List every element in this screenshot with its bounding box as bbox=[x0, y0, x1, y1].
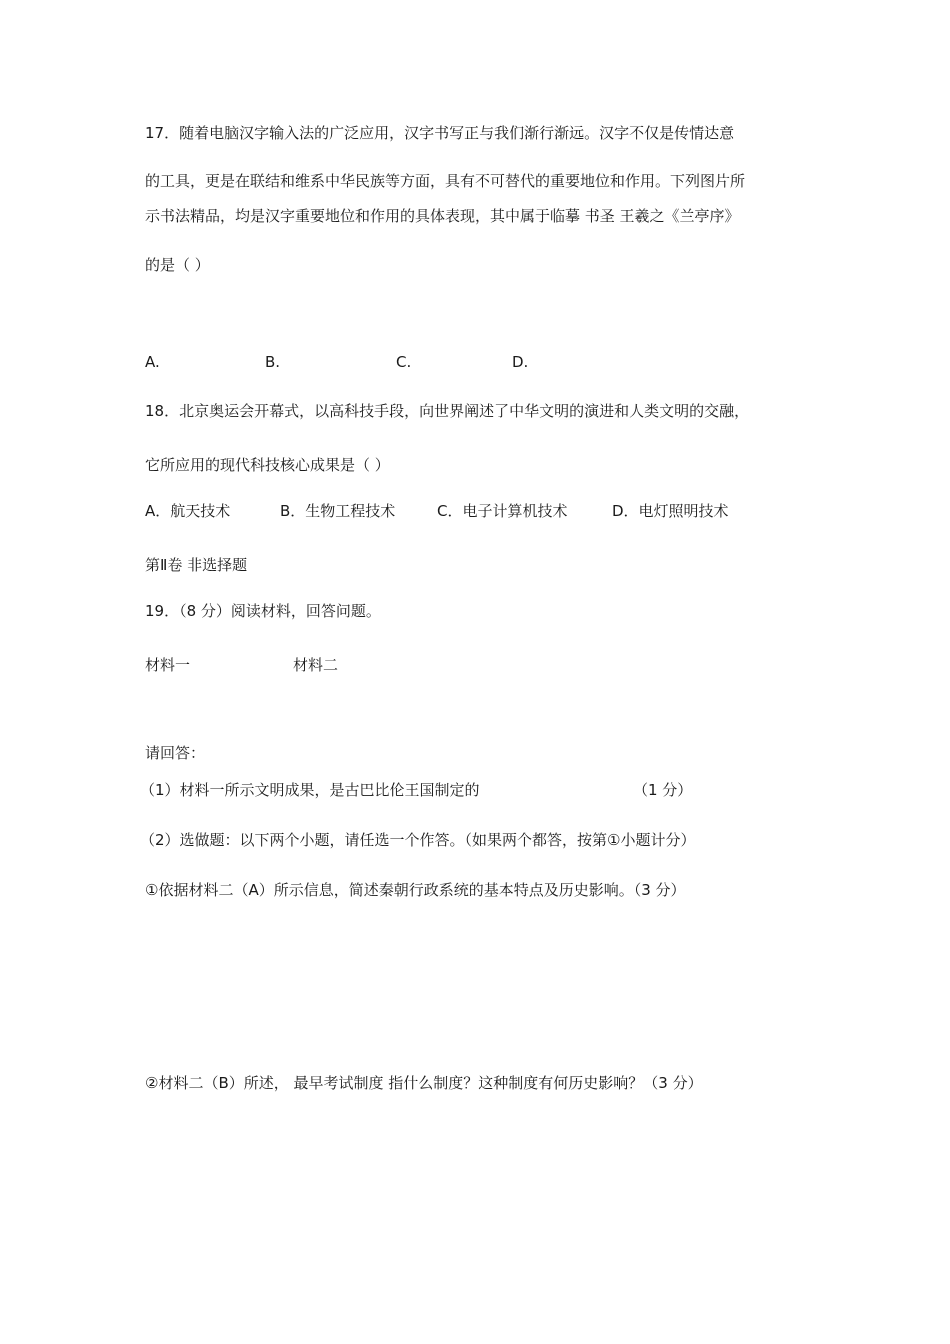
q19-prompt: 请回答： bbox=[145, 744, 206, 762]
q17-line-4: 的是（ ） bbox=[145, 256, 210, 274]
q17-option-c: C. bbox=[396, 353, 412, 371]
q18-option-b: B．生物工程技术 bbox=[280, 502, 396, 520]
q18-line-1: 18．北京奥运会开幕式，以高科技手段，向世界阐述了中华文明的演进和人类文明的交融， bbox=[145, 402, 750, 420]
q17-line-2: 的工具，更是在联结和维系中华民族等方面，具有不可替代的重要地位和作用。下列图片所 bbox=[145, 172, 746, 190]
q19-option-2: ②材料二（B）所述， 最早考试制度 指什么制度？这种制度有何历史影响？（3 分） bbox=[145, 1074, 703, 1092]
q18-line-2: 它所应用的现代科技核心成果是（ ） bbox=[145, 456, 390, 474]
q19-option-1: ①依据材料二（A）所示信息，简述秦朝行政系统的基本特点及历史影响。（3 分） bbox=[145, 881, 686, 899]
q19-sub-2: （2）选做题：以下两个小题，请任选一个作答。（如果两个都答，按第①小题计分） bbox=[140, 831, 696, 849]
q17-option-d: D. bbox=[512, 353, 529, 371]
q17-line-3: 示书法精品，均是汉字重要地位和作用的具体表现，其中属于临摹 书圣 王羲之《兰亭序》 bbox=[145, 207, 740, 225]
q18-option-a: A．航天技术 bbox=[145, 502, 231, 520]
material-2-label: 材料二 bbox=[293, 656, 339, 674]
material-1-label: 材料一 bbox=[145, 656, 191, 674]
q17-option-a: A. bbox=[145, 353, 160, 371]
q19-sub-1: （1）材料一所示文明成果，是古巴比伦王国制定的 bbox=[140, 781, 480, 799]
section-2-heading: 第Ⅱ卷 非选择题 bbox=[145, 556, 248, 574]
q19-sub-1-score: （1 分） bbox=[633, 781, 693, 799]
q18-option-c: C．电子计算机技术 bbox=[437, 502, 568, 520]
q18-option-d: D．电灯照明技术 bbox=[612, 502, 729, 520]
q17-option-b: B. bbox=[265, 353, 281, 371]
q17-line-1: 17．随着电脑汉字输入法的广泛应用，汉字书写正与我们渐行渐远。汉字不仅是传情达意 bbox=[145, 124, 735, 142]
q19-title: 19．（8 分）阅读材料，回答问题。 bbox=[145, 602, 381, 620]
